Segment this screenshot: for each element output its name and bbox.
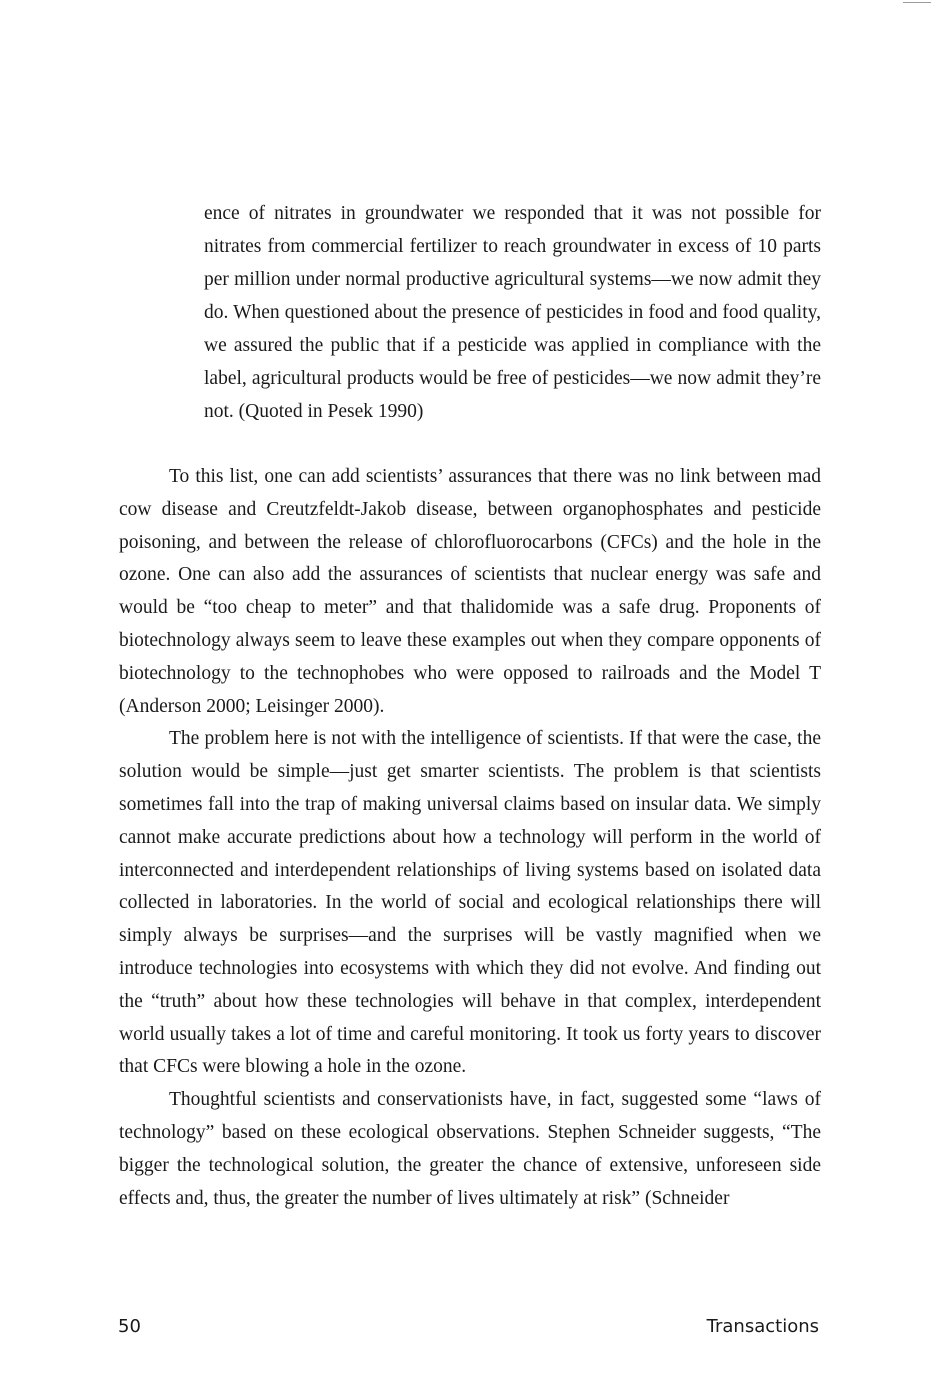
journal-name: Transactions [706,1316,819,1337]
paragraph-problem: The problem here is not with the intelligence of scientists. If that were the case, the solution would be simple—just get smarter scientists. The problem is that scientists sometimes fall into the trap of making universal claims based on insular data. We simply cannot make accurate predictions about how a technology will perform in the world of interconnected and interdependent relationships of living systems based on isolated data collected in laboratories. In the world of social and ecological relationships there will simply always be surprises—and the surprises will be vastly magnified when we introduce technologies into ecosystems with which they did not evolve. And finding out the “truth” about how these technologies will behave in that complex, interdependent world usually takes a lot of time and careful monitoring. It took us forty years to discover that CFCs were blowing a hole in the ozone. [119,728,821,1078]
block-quotation: ence of nitrates in groundwater we responded that it was not possible for nitrates from commercial fertilizer to reach groundwater in excess of 10 parts per million under normal productive agricultural systems—we now admit they do. When questioned about the presence of pesticides in food and food quality, we assured the public that if a pesticide was applied in compliance with the label, agricultural products would be free of pesticides—we now admit they’re not. (Quoted in Pesek 1990) [204,203,821,422]
paragraph-laws-of-technology: Thoughtful scientists and conservationists have, in fact, suggested some “laws of technology” based on these ecological observations. Stephen Schneider suggests, “The bigger the technological solution, the greater the chance of extensive, unforeseen side effects and, thus, the greater the number of lives ultimately at risk” (Schneider [119,1089,821,1209]
paragraph-assurances: To this list, one can add scientists’ assurances that there was no link between mad cow disease and Creutzfeldt-Jakob disease, between organophosphates and pesticide poisoning, and between the release of chlorofluorocarbons (CFCs) and the hole in the ozone. One can also add the assurances of scientists that nuclear energy was safe and would be “too cheap to meter” and that thalidomide was a safe drug. Proponents of biotechnology always seem to leave these examples out when they compare opponents of biotechnology to the technophobes who were opposed to railroads and the Model T (Anderson 2000; Leisinger 2000). [119,466,821,717]
page-corner-mark [903,2,931,3]
body-text [119,461,821,1215]
page-number: 50 [118,1316,141,1337]
